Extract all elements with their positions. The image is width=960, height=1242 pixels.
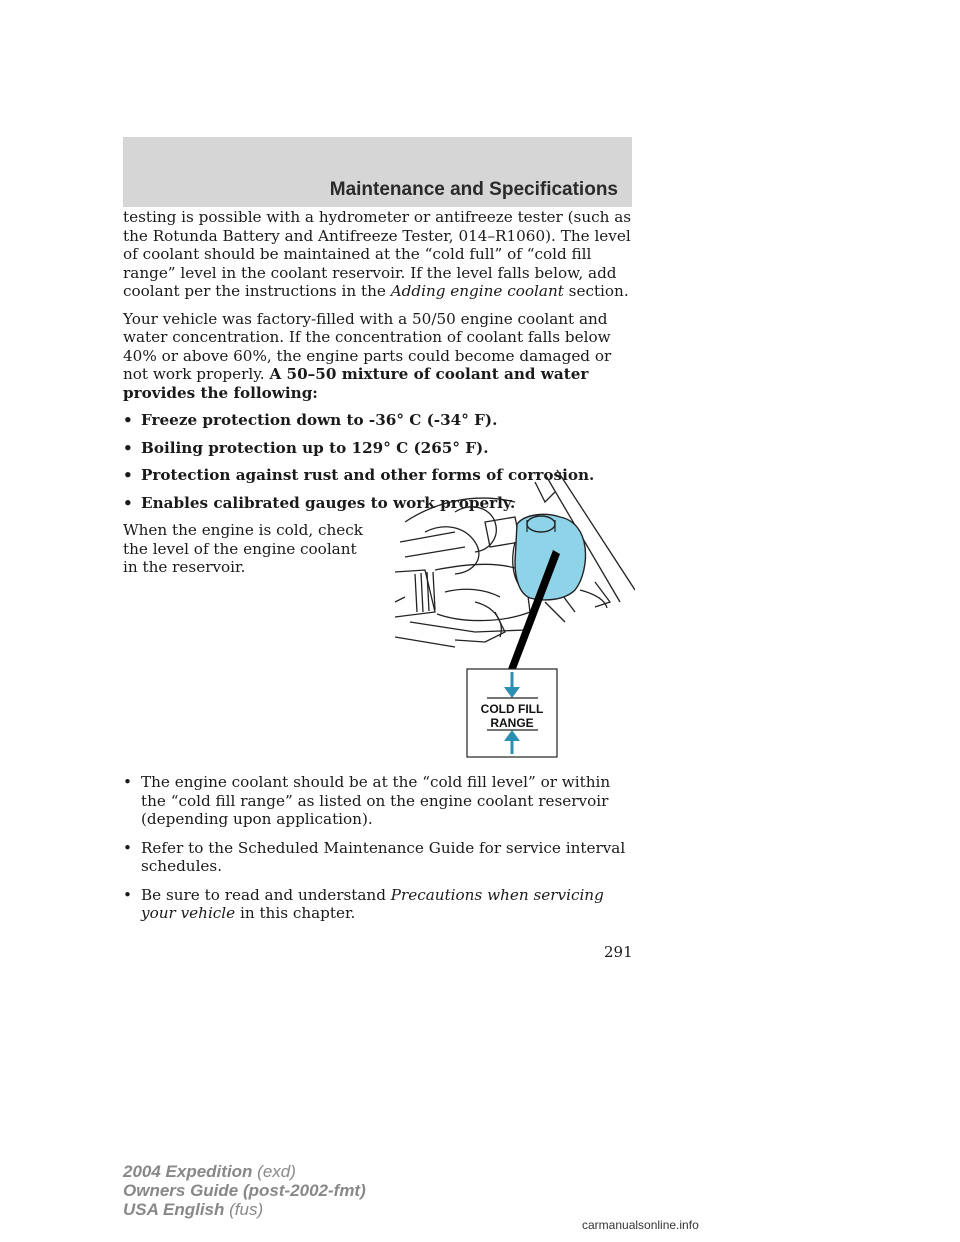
- document-footer: [123, 1162, 366, 1219]
- paragraph-concentration: [123, 310, 635, 403]
- paragraph-text: testing is possible with a hydrometer or antifreeze tester (such as the Rotunda Battery and Antifreeze Tester, 014–R1060). The level of coolant should be maintained at the “cold full” of “cold fill range” level in the coolant reservoir. If the level falls below, add coolant per the instructions in the: [123, 208, 632, 300]
- list-item-text: Enables calibrated gauges to work properly.: [141, 493, 516, 512]
- adding-coolant-reference: Adding engine coolant: [390, 282, 564, 300]
- section-title: Maintenance and Specifications: [329, 179, 618, 200]
- section-header-band: [123, 137, 632, 207]
- list-item: [123, 411, 635, 430]
- footer-line-3: [123, 1200, 366, 1219]
- footer-model-code: (exd): [252, 1162, 296, 1181]
- footer-language: USA English: [123, 1200, 225, 1219]
- list-item: [123, 839, 635, 876]
- paragraph-bold-text: A 50–50 mixture of coolant and water provides the following:: [123, 365, 589, 402]
- list-item: [123, 886, 635, 923]
- bullet-icon: •: [123, 466, 133, 484]
- lower-list: [123, 773, 635, 933]
- footer-line-2: Owners Guide (post-2002-fmt): [123, 1181, 366, 1200]
- engine-bay-drawing: [395, 462, 635, 760]
- list-item-text: Protection against rust and other forms of corrosion.: [141, 466, 595, 484]
- precautions-reference: Precautions when servicing your vehicle: [141, 885, 604, 922]
- paragraph-testing: [123, 208, 635, 301]
- watermark: carmanualsonline.info: [582, 1218, 699, 1232]
- bullet-icon: •: [123, 885, 132, 904]
- bullet-icon: •: [123, 838, 132, 857]
- footer-line-1: [123, 1162, 366, 1181]
- list-item-text: Boiling protection up to 129° C (265° F).: [141, 438, 489, 457]
- paragraph-text: section.: [563, 282, 629, 300]
- coolant-reservoir-illustration: [395, 462, 635, 760]
- footer-language-code: (fus): [224, 1200, 264, 1219]
- footer-model: 2004 Expedition: [123, 1162, 253, 1181]
- range-label: RANGE: [490, 716, 534, 730]
- paragraph-text: Your vehicle was factory-filled with a 50/50 engine coolant and water concentration. If the concentration of coolant falls below 40% or above 60%, the engine parts could become damaged or not work properly.: [123, 309, 612, 383]
- list-item: [123, 773, 635, 829]
- page-number: 291: [604, 943, 633, 961]
- list-item-text-part: Be sure to read and understand: [141, 885, 391, 904]
- list-item-text: Refer to the Scheduled Maintenance Guide for service interval schedules.: [141, 838, 626, 875]
- list-item-text-part: in this chapter.: [235, 904, 356, 922]
- list-item: [123, 439, 635, 458]
- bullet-icon: •: [123, 493, 133, 512]
- bullet-icon: •: [123, 438, 133, 457]
- bullet-icon: •: [123, 773, 132, 791]
- list-item-text: The engine coolant should be at the “cold fill level” or within the “cold fill range” as listed on the engine coolant reservoir (depending upon application).: [141, 773, 611, 828]
- reservoir-cap-shape: [527, 516, 555, 532]
- bullet-icon: •: [123, 411, 133, 429]
- list-item-text: [141, 886, 635, 923]
- list-item-text: Freeze protection down to -36° C (-34° F).: [141, 411, 498, 429]
- paragraph-check-level: When the engine is cold, check the level of the engine coolant in the reservoir.: [123, 521, 363, 576]
- cold-fill-label: COLD FILL: [480, 702, 544, 716]
